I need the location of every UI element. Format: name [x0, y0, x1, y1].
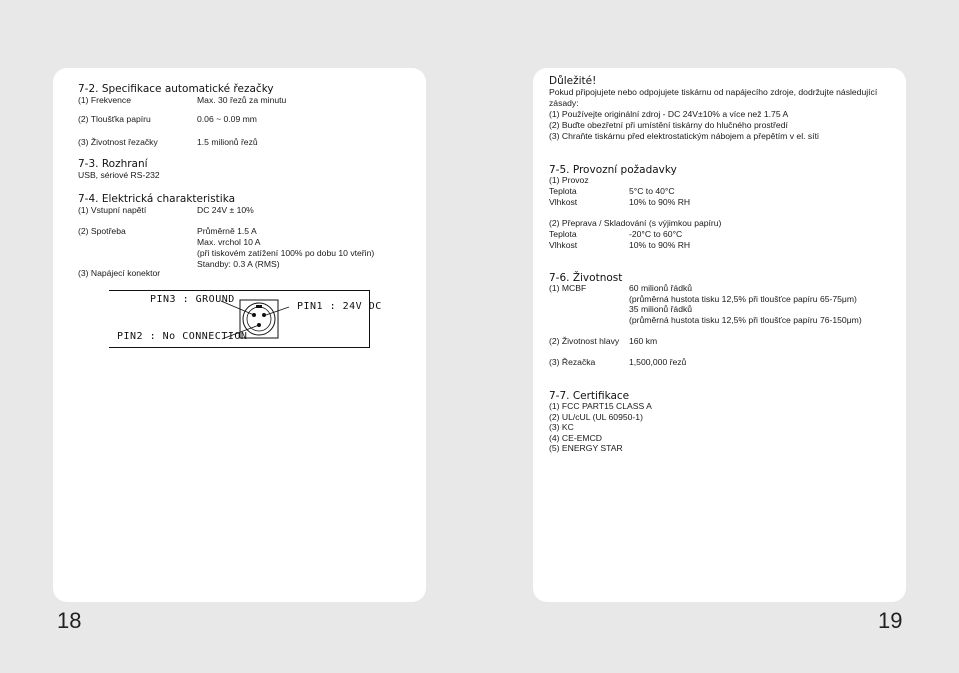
mcbf-line: 60 milionů řádků [629, 283, 693, 293]
important-line: Pokud připojujete nebo odpojujete tiskárnu od napájecího zdroje, dodržujte následující [549, 87, 878, 97]
connector-label: (3) Napájecí konektor [78, 268, 161, 278]
cutter-frequency-label: (1) Frekvence [78, 95, 132, 105]
left-page [53, 68, 426, 633]
cutter-life-value: 1.5 milionů řezů [197, 137, 258, 147]
page-number-left: 18 [57, 608, 82, 633]
operation-humidity-value: 10% to 90% RH [629, 197, 691, 207]
cert-item: (5) ENERGY STAR [549, 443, 623, 453]
operation-temp-label: Teplota [549, 186, 577, 196]
important-line: (1) Používejte originální zdroj - DC 24V±10% a více než 1.75 A [549, 109, 789, 119]
important-line: (2) Buďte obezřetní při umístění tiskárny do hlučného prostředí [549, 120, 788, 130]
cert-heading: 7-7. Certifikace [549, 390, 630, 402]
transport-temp-value: -20°C to 60°C [629, 229, 683, 239]
mcbf-line: (průměrná hustota tisku 12,5% při tloušťce papíru 65-75μm) [629, 294, 857, 304]
consumption-label: (2) Spotřeba [78, 226, 126, 236]
paper-thickness-label: (2) Tloušťka papíru [78, 114, 151, 124]
cutter-life-value-right: 1,500,000 řezů [629, 357, 687, 367]
voltage-value: DC 24V ± 10% [197, 205, 254, 215]
important-line: zásady: [549, 98, 579, 108]
cert-item: (4) CE-EMCD [549, 433, 602, 443]
consumption-line: Průměrně 1.5 A [197, 226, 257, 236]
operation-humidity-label: Vlhkost [549, 197, 578, 207]
important-line: (3) Chraňte tiskárnu před elektrostatickým nábojem a přepětím v el. síti [549, 131, 819, 141]
interface-heading: 7-3. Rozhraní [78, 158, 148, 170]
pin1-label: PIN1 : 24V DC [297, 301, 382, 312]
mcbf-line: (průměrná hustota tisku 12,5% při tloušťce papíru 76-150μm) [629, 315, 862, 325]
env-heading: 7-5. Provozní požadavky [549, 164, 677, 176]
cert-item: (3) KC [549, 422, 574, 432]
electrical-heading: 7-4. Elektrická charakteristika [78, 193, 236, 205]
cutter-frequency-value: Max. 30 řezů za minutu [197, 95, 287, 105]
transport-temp-label: Teplota [549, 229, 577, 239]
transport-humidity-value: 10% to 90% RH [629, 240, 691, 250]
important-heading: Důležité! [549, 75, 597, 87]
cutter-life-label: (3) Životnost řezačky [78, 137, 158, 147]
cert-item: (2) UL/cUL (UL 60950-1) [549, 412, 643, 422]
cert-item: (1) FCC PART15 CLASS A [549, 401, 652, 411]
interface-value: USB, sériové RS-232 [78, 170, 160, 180]
consumption-line: Max. vrchol 10 A [197, 237, 261, 247]
transport-label: (2) Přeprava / Skladování (s výjimkou papíru) [549, 218, 722, 228]
mcbf-line: 35 milionů řádků [629, 304, 693, 314]
pin3-label: PIN3 : GROUND [150, 294, 235, 305]
consumption-line: Standby: 0.3 A (RMS) [197, 259, 280, 269]
paper-thickness-value: 0.06 ~ 0.09 mm [197, 114, 257, 124]
page-number-right: 19 [878, 608, 903, 633]
pin2-label: PIN2 : No CONNECTION [117, 331, 248, 342]
voltage-label: (1) Vstupní napětí [78, 205, 147, 215]
cutter-spec-heading: 7-2. Specifikace automatické řezačky [78, 83, 274, 95]
cutter-life-label-right: (3) Řezačka [549, 357, 596, 367]
life-heading: 7-6. Životnost [549, 272, 623, 284]
mcbf-label: (1) MCBF [549, 283, 587, 293]
right-page [533, 68, 906, 633]
transport-humidity-label: Vlhkost [549, 240, 578, 250]
consumption-line: (při tiskovém zatížení 100% po dobu 10 vteřin) [197, 248, 375, 258]
operation-label: (1) Provoz [549, 175, 589, 185]
head-life-value: 160 km [629, 336, 658, 346]
head-life-label: (2) Životnost hlavy [549, 336, 620, 346]
operation-temp-value: 5°C to 40°C [629, 186, 675, 196]
